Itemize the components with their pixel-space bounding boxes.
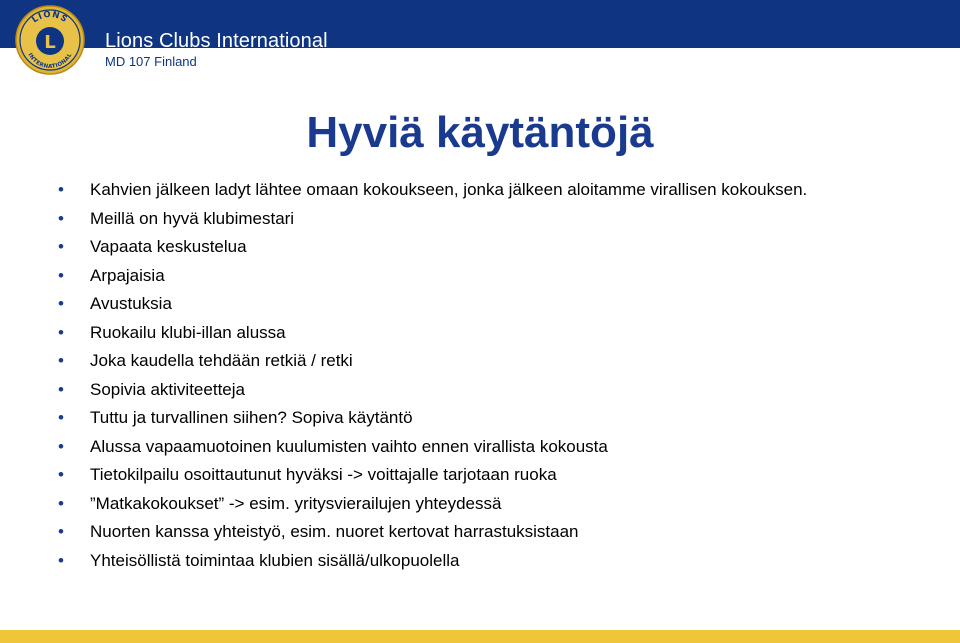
bullet-text: Tietokilpailu osoittautunut hyväksi -> voittajalle tarjotaan ruoka [90,465,557,484]
bullet-text: Ruokailu klubi-illan alussa [90,322,286,342]
bullet-dot-icon: • [58,550,64,570]
district-label: MD 107 Finland [105,54,197,69]
bullet-item [58,266,928,286]
bullet-text: Meillä on hyvä klubimestari [90,208,295,228]
bullet-item [58,209,928,229]
bullet-text: Tuttu ja turvallinen siihen? Sopiva käytäntö [90,408,413,427]
bullet-dot-icon: • [58,351,64,370]
bullet-dot-icon: • [58,522,64,541]
bullet-item [58,380,928,400]
bullet-item [58,294,928,314]
bullet-text: Nuorten kanssa yhteistyö, esim. nuoret kertovat harrastuksistaan [90,522,579,541]
bullet-item [58,494,928,514]
bullet-item [58,408,928,428]
bullet-text: Kahvien jälkeen ladyt lähtee omaan kokoukseen, jonka jälkeen aloitamme virallisen kokouksen. [90,180,808,199]
bullet-dot-icon: • [58,379,64,399]
bullet-list [58,180,928,579]
bullet-text: Arpajaisia [90,265,165,285]
logo-letter: L [44,32,56,53]
bullet-text: Joka kaudella tehdään retkiä / retki [90,351,353,370]
bullet-item [58,323,928,343]
bullet-dot-icon: • [58,408,64,427]
bullet-item [58,522,928,542]
bullet-dot-icon: • [58,237,64,256]
bullet-item [58,180,928,200]
bullet-dot-icon: • [58,465,64,484]
bullet-dot-icon: • [58,294,64,313]
lions-logo-icon [14,4,86,76]
bullet-text: Sopivia aktiviteetteja [90,379,245,399]
bullet-dot-icon: • [58,493,64,513]
bullet-text: Vapaata keskustelua [90,237,247,256]
bullet-item [58,351,928,371]
bullet-dot-icon: • [58,322,64,342]
bullet-text: ”Matkakokoukset” -> esim. yritysvierailujen yhteydessä [90,493,502,513]
bullet-dot-icon: • [58,180,64,199]
bullet-item [58,551,928,571]
logo-text-top: LIONS [30,9,70,26]
bullet-item [58,237,928,257]
bullet-dot-icon: • [58,208,64,228]
bullet-text: Yhteisöllistä toimintaa klubien sisällä/ulkopuolella [90,550,460,570]
bullet-dot-icon: • [58,265,64,285]
bottom-accent-bar [0,630,960,643]
bullet-text: Avustuksia [90,294,172,313]
organization-name: Lions Clubs International [105,30,328,52]
bullet-item [58,465,928,485]
bullet-item [58,437,928,457]
bullet-text: Alussa vapaamuotoinen kuulumisten vaihto ennen virallista kokousta [90,436,608,456]
bullet-dot-icon: • [58,436,64,456]
slide-title: Hyviä käytäntöjä [306,108,654,157]
logo-text-bottom: INTERNATIONAL [26,52,74,71]
